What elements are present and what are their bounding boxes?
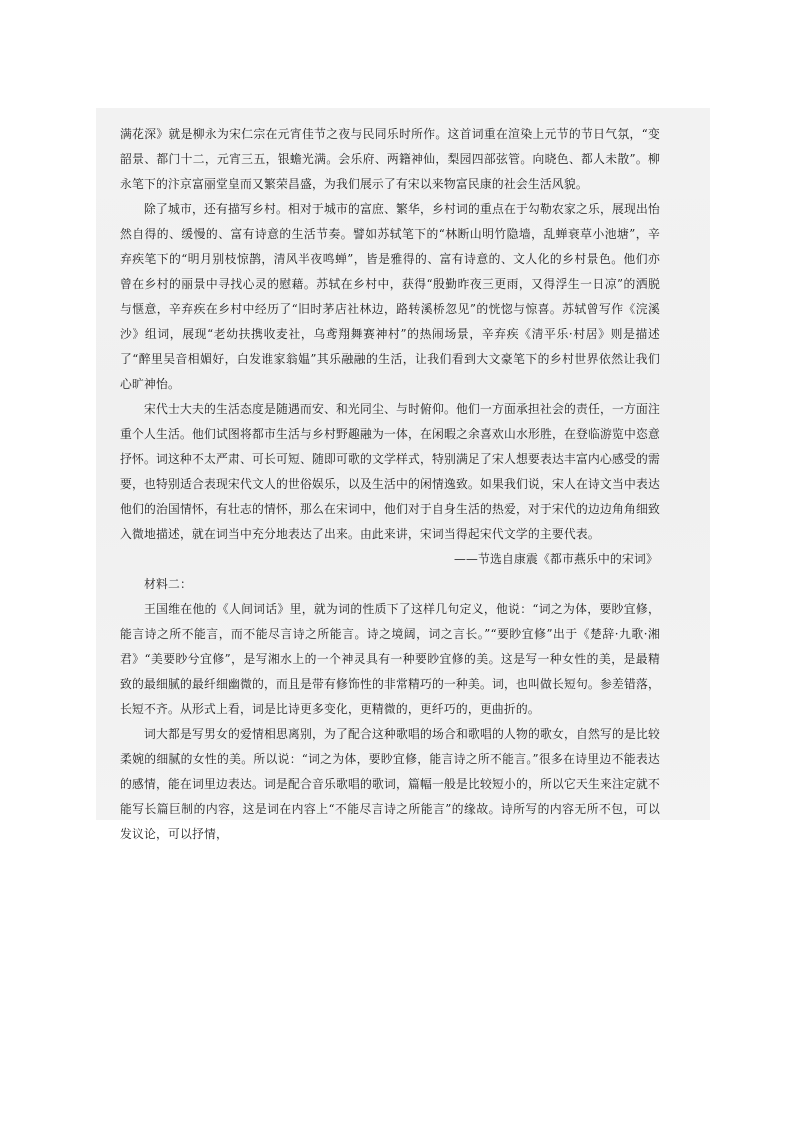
paragraph-4: 王国维在他的《人间词话》里，就为词的性质下了这样几句定义，他说：“词之为体，要眇宜修，能言诗之所不能言，而不能尽言诗之所能言。诗之境阔，词之言长。”“要眇宜修”出于《楚辞·九歌·湘君》“美要眇兮宜修”，是写湘水上的一个神灵具有一种要眇宜修的美。这是写一种女性的美，是最精致的最细腻的最纤细幽微的，而且是带有修饰性的非常精巧的一种美。词，也叫做长短句。参差错落，长短不齐。从形式上看，词是比诗更多变化，更精微的，更纤巧的，更曲折的。 bbox=[120, 602, 660, 716]
document-body bbox=[120, 122, 660, 847]
paragraph-2: 除了城市，还有描写乡村。相对于城市的富庶、繁华，乡村词的重点在于勾勒农家之乐，展现出怡然自得的、缓慢的、富有诗意的生活节奏。譬如苏轼笔下的“林断山明竹隐墙，乱蝉衰草小池塘”，辛弃疾笔下的“明月别枝惊鹊，清风半夜鸣蝉”，皆是雅得的、富有诗意的、文人化的乡村景色。他们亦曾在乡村的丽景中寻找心灵的慰藉。苏轼在乡村中，获得“殷勤昨夜三更雨，又得浮生一日凉”的洒脱与惬意，辛弃疾在乡村中经历了“旧时茅店社林边，路转溪桥忽见”的恍惚与惊喜。苏轼曾写作《浣溪沙》组词，展现“老幼扶携收麦社，乌鸢翔舞赛神村”的热闹场景，辛弃疾《清平乐·村居》则是描述了“醉里吴音相媚好，白发谁家翁媪”其乐融融的生活，让我们看到大文豪笔下的乡村世界依然让我们心旷神怡。 bbox=[120, 202, 660, 391]
paragraph-3: 宋代士大夫的生活态度是随遇而安、和光同尘、与时俯仰。他们一方面承担社会的责任，一方面注重个人生活。他们试图将都市生活与乡村野趣融为一体，在闲暇之余喜欢山水形胜，在登临游览中恣意抒怀。词这种不太严肃、可长可短、随即可歌的文学样式，特别满足了宋人想要表达丰富内心感受的需要，也特别适合表现宋代文人的世俗娱乐，以及生活中的闲情逸致。如果我们说，宋人在诗文当中表达他们的治国情怀，有壮志的情怀，那么在宋词中，他们对于自身生活的热爱，对于宋代的边边角角细致入微地描述，就在词当中充分地表达了出来。由此来讲，宋词当得起宋代文学的主要代表。 bbox=[120, 402, 660, 541]
paragraph-1: 满花深》就是柳永为宋仁宗在元宵佳节之夜与民同乐时所作。这首词重在渲染上元节的节日气氛，“变韶景、都门十二，元宵三五，银蟾光满。会乐府、两籍神仙，梨园四部弦管。向晓色、都人未散”。柳永笔下的汴京富丽堂皇而又繁荣昌盛，为我们展示了有宋以来物富民康的社会生活风貌。 bbox=[120, 127, 660, 191]
source-credit: ——节选自康震《都市燕乐中的宋词》 bbox=[454, 552, 658, 566]
material-two-label: 材料二： bbox=[144, 577, 192, 591]
paragraph-5: 词大都是写男女的爱情相思离别，为了配合这种歌唱的场合和歌唱的人物的歌女，自然写的是比较柔婉的细腻的女性的美。所以说：“词之为体，要眇宜修，能言诗之所不能言。”很多在诗里边不能表达的感情，能在词里边表达。词是配合音乐歌唱的歌词，篇幅一般是比较短小的，所以它天生来注定就不能写长篇巨制的内容，这是词在内容上“不能尽言诗之所能言”的缘故。诗所写的内容无所不包，可以发议论，可以抒情， bbox=[120, 727, 660, 841]
